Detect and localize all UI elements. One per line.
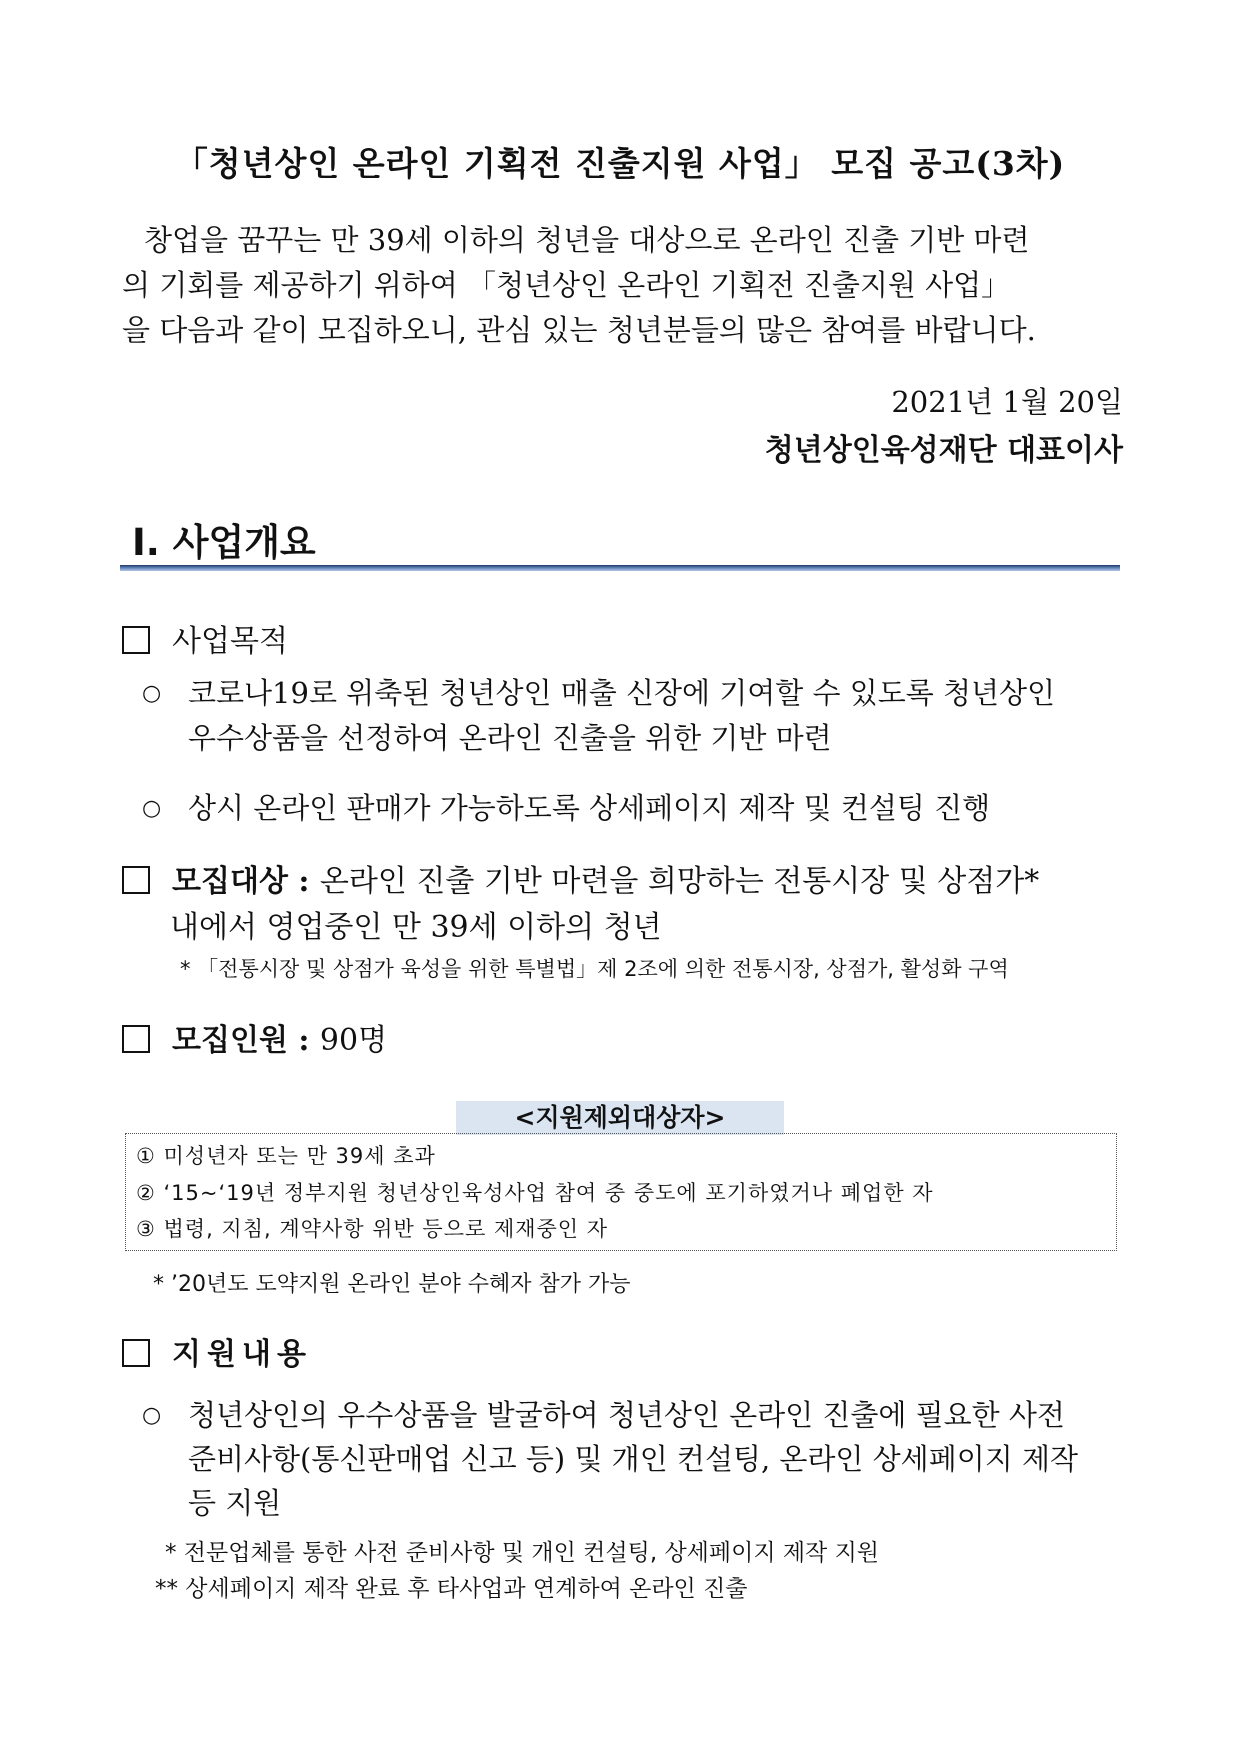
checkbox-square-icon xyxy=(122,626,150,654)
checkbox-square-icon xyxy=(122,1339,150,1367)
target-text-line-1: 온라인 진출 기반 마련을 희망하는 전통시장 및 상점가* xyxy=(319,864,1040,899)
target-heading xyxy=(122,856,1039,900)
purpose-bullet-2 xyxy=(142,786,990,831)
exclusion-item-3: ③ 법령, 지침, 계약사항 위반 등으로 제재중인 자 xyxy=(136,1217,609,1241)
intro-line-2: 의 기회를 제공하기 위하여 「청년상인 온라인 기획전 진출지원 사업」 xyxy=(122,268,1011,302)
purpose-bullet-1-line-1: 코로나19로 위축된 청년상인 매출 신장에 기여할 수 있도록 청년상인 xyxy=(188,676,1056,710)
target-separator: : xyxy=(287,864,320,899)
purpose-bullet-1-line-2: 우수상품을 선정하여 온라인 진출을 위한 기반 마련 xyxy=(188,721,832,755)
headcount-label: 모집인원 xyxy=(172,1023,288,1058)
intro-paragraph xyxy=(122,218,1122,353)
exclusion-item-2: ② ‘15~‘19년 정부지원 청년상인육성사업 참여 중 중도에 포기하였거나 폐업한 자 xyxy=(136,1181,934,1205)
checkbox-square-icon xyxy=(122,1025,150,1053)
document-title: 「청년상인 온라인 기획전 진출지원 사업」 모집 공고(3차) xyxy=(174,144,1066,183)
support-note-1: * 전문업체를 통한 사전 준비사항 및 개인 컨설팅, 상세페이지 제작 지원 xyxy=(165,1540,880,1566)
headcount-separator: : xyxy=(287,1023,320,1058)
intro-line-1: 창업을 꿈꾸는 만 39세 이하의 청년을 대상으로 온라인 진출 기반 마련 xyxy=(144,223,1030,257)
support-line-3: 등 지원 xyxy=(188,1486,282,1520)
checkbox-square-icon xyxy=(122,866,150,894)
exclusion-label: <지원제외대상자> xyxy=(456,1101,784,1135)
section-heading: Ⅰ. 사업개요 xyxy=(132,521,316,564)
target-text-line-2: 내에서 영업중인 만 39세 이하의 청년 xyxy=(170,910,662,945)
purpose-heading xyxy=(122,616,288,660)
announcement-date: 2021년 1월 20일 xyxy=(891,385,1123,419)
intro-line-3: 을 다음과 같이 모집하오니, 관심 있는 청년분들의 많은 참여를 바랍니다. xyxy=(122,313,1036,347)
headcount-value: 90명 xyxy=(319,1023,388,1058)
purpose-label: 사업목적 xyxy=(172,624,288,659)
support-bullet xyxy=(142,1393,1065,1438)
support-line-2: 준비사항(통신판매업 신고 등) 및 개인 컨설팅, 온라인 상세페이지 제작 xyxy=(188,1442,1078,1476)
section-divider xyxy=(120,565,1120,571)
bullet-circle-icon: ○ xyxy=(142,1403,162,1428)
support-line-1: 청년상인의 우수상품을 발굴하여 청년상인 온라인 진출에 필요한 사전 xyxy=(188,1398,1065,1432)
purpose-bullet-2-text: 상시 온라인 판매가 가능하도록 상세페이지 제작 및 컨설팅 진행 xyxy=(188,791,991,825)
target-footnote: * 「전통시장 및 상점가 육성을 위한 특별법」제 2조에 의한 전통시장, 상점가, 활성화 구역 xyxy=(180,957,1009,981)
support-note-2: ** 상세페이지 제작 완료 후 타사업과 연계하여 온라인 진출 xyxy=(155,1576,748,1602)
organization-signature: 청년상인육성재단 대표이사 xyxy=(764,433,1123,468)
purpose-bullet-1 xyxy=(142,671,1055,716)
support-label: 지원내용 xyxy=(172,1337,312,1372)
target-label: 모집대상 xyxy=(172,864,288,899)
bullet-circle-icon: ○ xyxy=(142,681,162,706)
exclusion-note: * ’20년도 도약지원 온라인 분야 수혜자 참가 가능 xyxy=(153,1272,631,1297)
support-heading xyxy=(122,1329,312,1373)
exclusion-box xyxy=(125,1133,1117,1251)
headcount-heading xyxy=(122,1015,387,1059)
exclusion-item-1: ① 미성년자 또는 만 39세 초과 xyxy=(136,1144,436,1168)
bullet-circle-icon: ○ xyxy=(142,796,162,821)
